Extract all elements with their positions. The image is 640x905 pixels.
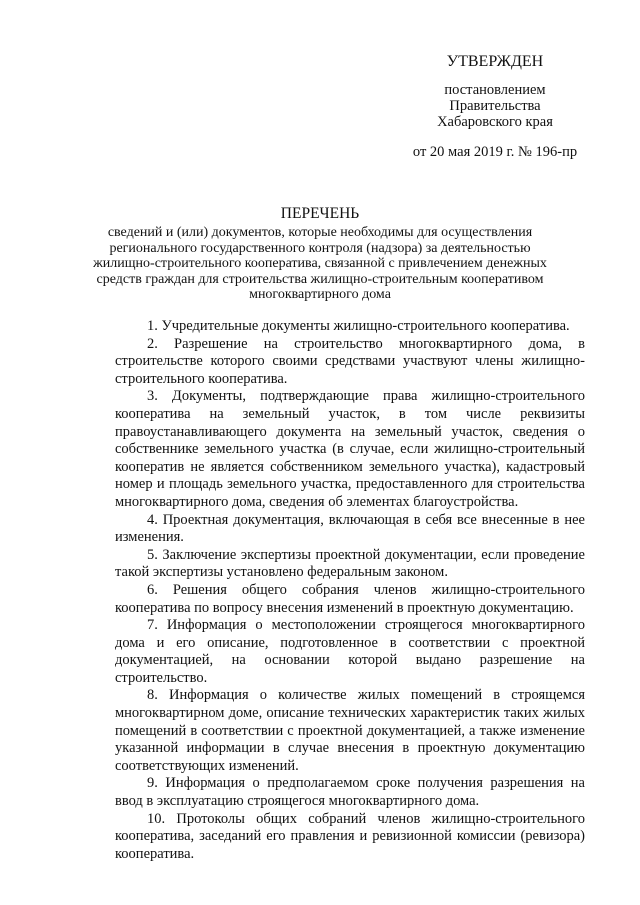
approval-line-1: постановлением (444, 82, 546, 98)
approval-line-2: Правительства (449, 98, 541, 114)
list-item-2: 2. Разрешение на строительство многоквартирного дома, в строительстве которого своими средствами участвуют члены жилищно-строительного кооператива. (115, 335, 585, 387)
list-item-10: 10. Протоколы общих собраний членов жилищно-строительного кооператива, заседаний его правления и ревизионной комиссии (ревизора) кооператива. (115, 810, 585, 862)
approval-title: УТВЕРЖДЕН (446, 53, 544, 70)
list-item-9: 9. Информация о предполагаемом сроке получения разрешения на ввод в эксплуатацию строящегося многоквартирного дома. (115, 775, 585, 810)
list-item-7: 7. Информация о местоположении строящегося многоквартирного дома и его описание, подготовленное в соответствии с проектной документацией, на основании которой выдано разрешение на строительство. (115, 617, 585, 686)
approval-stamp (380, 54, 610, 160)
document-body (115, 318, 585, 863)
approval-line-3: Хабаровского края (437, 114, 553, 130)
list-item-5: 5. Заключение экспертизы проектной документации, если проведение такой экспертизы установлено федеральным законом. (115, 546, 585, 581)
list-item-1: 1. Учредительные документы жилищно-строительного кооператива. (147, 318, 570, 334)
list-item-6: 6. Решения общего собрания членов жилищно-строительного кооператива по вопросу внесения изменений в проектную документацию. (115, 581, 585, 616)
list-item-8: 8. Информация о количестве жилых помещений в строящемся многоквартирном доме, описание технических характеристик таких жилых помещений в соответствии с проектной документацией, а также изменение указанной информации в случае внесения в проектную документацию соответствующих изменений. (115, 687, 585, 774)
list-item-4: 4. Проектная документация, включающая в себя все внесенные в нее изменения. (115, 511, 585, 546)
list-item-3: 3. Документы, подтверждающие права жилищно-строительного кооператива на земельный участок, в том числе реквизиты правоустанавливающего документа на земельный участок, сведения о собственнике земельного участка (в случае, если жилищно-строительный кооператив не является собственником земельного участка), кадастровый номер и площадь земельного участка, предоставленного для строительства многоквартирного дома, сведения об элементах благоустройства. (115, 388, 585, 510)
document-title: ПЕРЕЧЕНЬ (280, 205, 360, 222)
document-subtitle: сведений и (или) документов, которые необходимы для осуществления регионального государственного контроля (надзора) за деятельностью жилищно-строительного кооператива, связанной с привлечением денежных средств граждан для строительства жилищно-строительным кооперативом многоквартирного дома (93, 225, 547, 303)
approval-date: от 20 мая 2019 г. № 196-пр (412, 144, 578, 160)
